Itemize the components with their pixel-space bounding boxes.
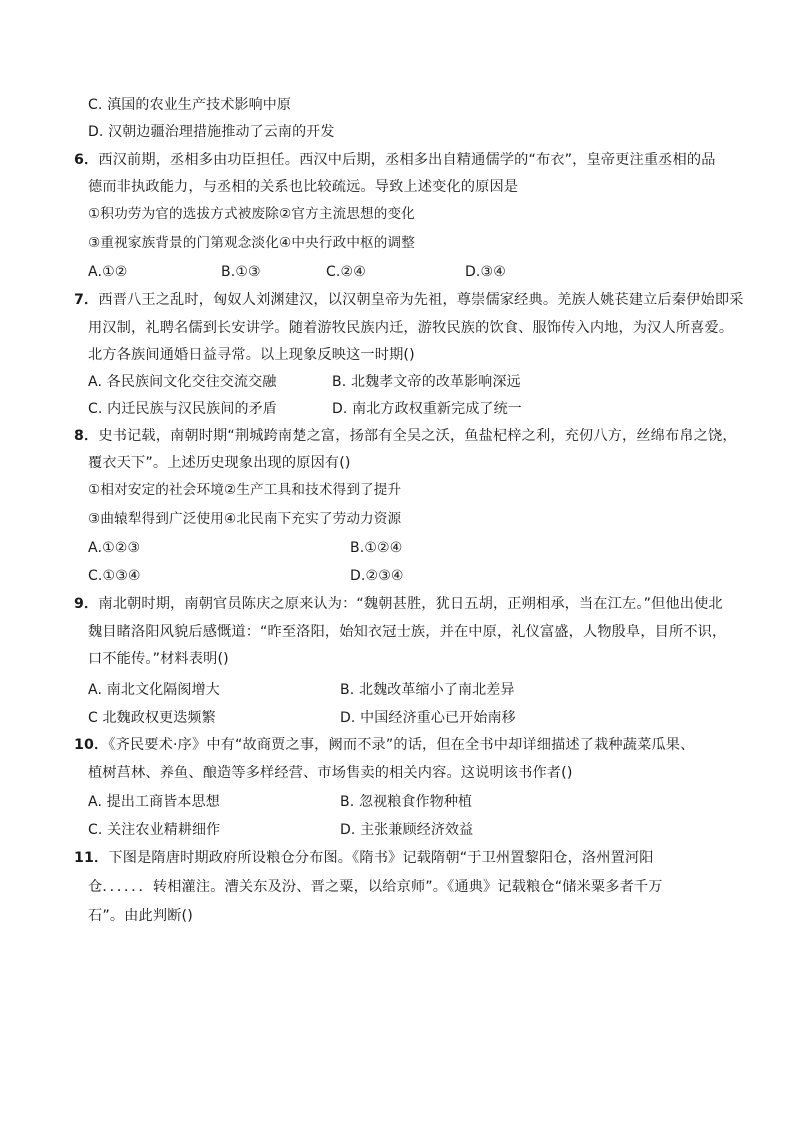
q10-option-c: C. 关注农业精耕细作 (88, 822, 221, 838)
q7-option-d: D. 南北方政权重新完成了统一 (332, 401, 522, 417)
q6-option-d: D.③④ (465, 264, 506, 280)
q9-stem-line-2: 魏目睹洛阳风貌后感慨道：“昨至洛阳，始知衣冠士族，并在中原，礼仪富盛，人物殷阜，目所不识， (88, 624, 727, 640)
q11-number: 11． (74, 850, 109, 866)
q8-option-b: B.①②④ (350, 540, 403, 556)
q8-stem-text-1: 史书记载，南朝时期“荆城跨南楚之富，扬部有全吴之沃，鱼盐杞梓之利，充仞八方，丝绵布帛之饶， (98, 428, 737, 444)
q7-number: 7． (74, 292, 99, 308)
q8-item-line-1: ①相对安定的社会环境②生产工具和技术得到了提升 (88, 482, 402, 498)
q7-stem-line-1 (74, 290, 744, 310)
q7-stem-text-1: 西晋八王之乱时，匈奴人刘渊建汉，以汉朝皇帝为先祖，尊崇儒家经典。羌族人姚苌建立后秦伊始即采 (98, 292, 744, 308)
q8-option-d: D.②③④ (350, 568, 404, 584)
q6-item-line-2: ③重视家族背景的门第观念淡化④中央行政中枢的调整 (88, 235, 416, 251)
q8-item-line-2: ③曲辕犁得到广泛使用④北民南下充实了劳动力资源 (88, 511, 402, 527)
q10-stem-line-2: 植树莒林、养鱼、酿造等多样经营、市场售卖的相关内容。这说明该书作者() (88, 765, 573, 781)
q5-option-c: C. 滇国的农业生产技术影响中原 (88, 97, 292, 113)
q9-number: 9． (74, 596, 99, 612)
q10-option-a: A. 提出工商皆本思想 (88, 794, 220, 810)
q8-option-a: A.①②③ (88, 540, 141, 556)
q11-stem-line-1 (74, 848, 654, 868)
q6-stem-line-2: 德而非执政能力，与丞相的关系也比较疏远。导致上述变化的原因是 (88, 179, 519, 195)
q6-stem-line-1 (74, 150, 716, 170)
q6-option-c: C.②④ (326, 264, 366, 280)
q9-stem-line-3: 口不能传。”材料表明() (88, 651, 229, 667)
q11-stem-text-1: 下图是隋唐时期政府所设粮仓分布图。《隋书》记载隋朝“于卫州置黎阳仓，洛州置河阳 (108, 850, 654, 866)
q7-stem-line-3: 北方各族间通婚日益寻常。以上现象反映这一时期() (88, 347, 415, 363)
q11-stem-line-3: 石”。由此判断() (88, 908, 193, 924)
q11-stem-line-2: 仓．．．．．．转相灌注。漕关东及汾、晋之粟，以给京师”。《通典》记载粮仓“储米粟多者千万 (88, 879, 663, 895)
q6-stem-text-1: 西汉前期，丞相多由功臣担任。西汉中后期，丞相多出自精通儒学的“布衣”，皇帝更注重丞相的品 (98, 152, 716, 168)
q10-option-d: D. 主张兼顾经济效益 (340, 822, 474, 838)
q9-option-d: D. 中国经济重心已开始南移 (340, 710, 516, 726)
q6-item-line-1: ①积功劳为官的选拔方式被废除②官方主流思想的变化 (88, 206, 416, 222)
q8-stem-line-1 (74, 426, 737, 446)
q7-option-a: A. 各民族间文化交往交流交融 (88, 374, 277, 390)
q9-option-a: A. 南北文化隔阂增大 (88, 682, 220, 698)
q9-stem-line-1 (74, 594, 723, 614)
q6-number: 6． (74, 152, 99, 168)
q10-stem-text-1: 《齐民要术·序》中有“故商贾之事，阙而不录”的话，但在全书中却详细描述了栽种蔬菜瓜果、 (108, 737, 695, 753)
q6-option-a: A.①② (88, 264, 128, 280)
q10-stem-line-1 (74, 735, 694, 755)
q10-number: 10． (74, 737, 109, 753)
q8-option-c: C.①③④ (88, 568, 141, 584)
q5-option-d: D. 汉朝边疆治理措施推动了云南的开发 (88, 124, 335, 140)
q9-stem-text-1: 南北朝时期，南朝官员陈庆之原来认为：“魏朝甚胜，犹日五胡，正朔相承，当在江左。”但他出使北 (98, 596, 723, 612)
q7-option-b: B. 北魏孝文帝的改革影响深远 (332, 374, 521, 390)
q8-stem-line-2: 覆衣天下”。上述历史现象出现的原因有() (88, 455, 351, 471)
q9-option-c: C 北魏政权更迭频繁 (88, 710, 216, 726)
q7-option-c: C. 内迁民族与汉民族间的矛盾 (88, 401, 277, 417)
q10-option-b: B. 忽视粮食作物种植 (340, 794, 473, 810)
q6-option-b: B.①③ (221, 264, 261, 280)
q8-number: 8． (74, 428, 99, 444)
q7-stem-line-2: 用汉制，礼聘名儒到长安讲学。随着游牧民族内迁，游牧民族的饮食、服饰传入内地，为汉人所喜爱。 (88, 320, 734, 336)
q9-option-b: B. 北魏改革缩小了南北差异 (340, 682, 515, 698)
